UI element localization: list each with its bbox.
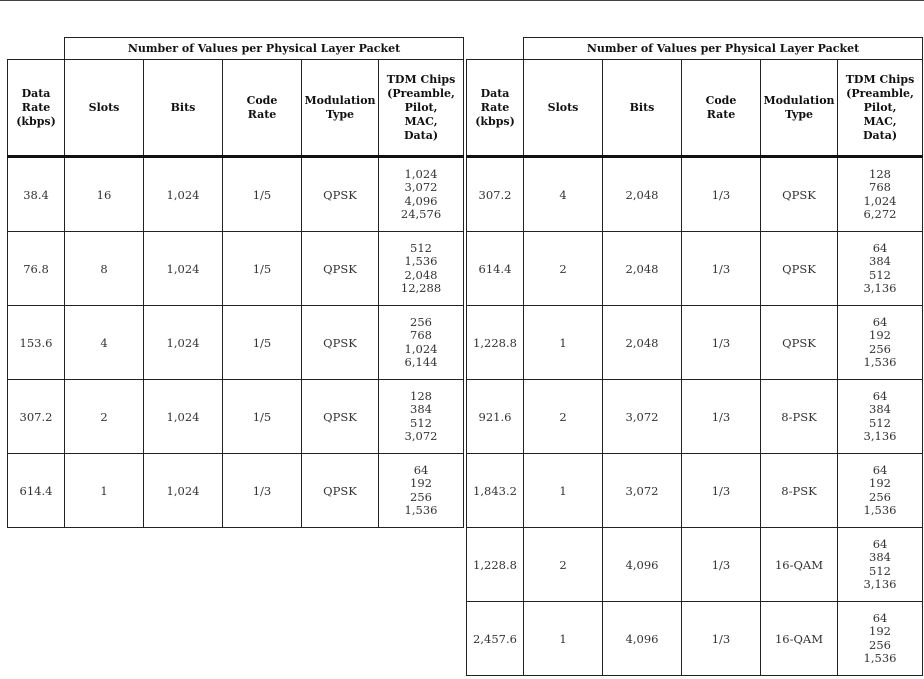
tdm-chips-header [379,60,464,157]
mod-cell: 8-PSK [761,454,838,528]
chip-value: 1,024 [863,193,897,208]
bits-cell: 2,048 [603,157,682,232]
chip-value: 256 [869,489,891,504]
tdm-chips-cell [379,454,464,528]
chip-value: 6,144 [404,355,438,369]
code-cell: 1/3 [223,454,302,528]
bits-cell: 1,024 [144,157,223,232]
mod-cell: QPSK [302,306,379,380]
rate-cell: 38.4 [8,157,65,232]
chip-value: 1,536 [863,503,897,517]
chip-value: 1,536 [863,651,897,665]
slots-cell: 2 [524,528,603,602]
table-row [467,157,923,232]
chip-value: 1,536 [404,254,438,268]
chip-value: 384 [869,402,891,416]
header-line: TDM Chips [386,72,456,86]
chip-value: 3,136 [863,429,897,443]
mod-cell: QPSK [761,306,838,380]
bits-cell: 3,072 [603,380,682,454]
chip-value: 768 [869,180,891,194]
slots-cell: 4 [524,157,603,232]
rate-cell: 1,228.8 [467,306,524,380]
mod-cell: QPSK [302,380,379,454]
chip-value: 192 [869,476,891,490]
left-rate-table [7,37,464,528]
rate-cell: 2,457.6 [467,602,524,676]
table-row [8,454,464,528]
code-cell: 1/5 [223,232,302,306]
corner-blank-header [467,38,524,60]
tdm-chips-cell [379,380,464,454]
table-row [467,232,923,306]
chip-value: 64 [872,462,888,477]
rate-cell: 1,228.8 [467,528,524,602]
tdm-chips-cell [838,454,923,528]
code-cell: 1/3 [682,528,761,602]
header-text: Bits [629,100,655,114]
header-line: Pilot, [863,100,897,114]
table-row [8,306,464,380]
chip-value: 384 [869,550,891,564]
header-line: Data [21,86,51,100]
code-cell: 1/3 [682,157,761,232]
header-line: MAC, [404,114,438,128]
chip-value: 128 [410,388,432,403]
chip-value: 1,024 [404,341,438,356]
chip-value: 192 [410,476,432,490]
chip-value: 12,288 [400,281,442,295]
table-row [467,602,923,676]
header-line: Rate [480,100,510,114]
bits-cell: 1,024 [144,306,223,380]
chip-value: 512 [869,267,891,282]
chip-value: 3,136 [863,577,897,591]
code-cell: 1/3 [682,454,761,528]
chip-value: 2,048 [404,267,438,282]
bits-cell: 3,072 [603,454,682,528]
modulation-type-header [761,60,838,157]
rate-cell: 307.2 [8,380,65,454]
header-line: Pilot, [404,100,438,114]
bits-cell: 2,048 [603,232,682,306]
code-rate-header [682,60,761,157]
chip-value: 512 [410,240,432,255]
bits-header [603,60,682,157]
header-line: Code [705,93,737,107]
header-line: Modulation [304,93,376,107]
rate-cell: 307.2 [467,157,524,232]
mod-cell: QPSK [761,157,838,232]
tdm-chips-cell [838,528,923,602]
chip-value: 6,272 [863,207,897,221]
bits-header [144,60,223,157]
chip-value: 512 [869,415,891,430]
group-header-text: Number of Values per Physical Layer Packet [586,41,860,55]
group-header [65,38,464,60]
bits-cell: 1,024 [144,380,223,454]
chip-value: 1,536 [404,503,438,517]
slots-cell: 4 [65,306,144,380]
tdm-chips-header [838,60,923,157]
rate-cell: 921.6 [467,380,524,454]
slots-header [524,60,603,157]
header-line: Data) [403,128,439,142]
group-header-text: Number of Values per Physical Layer Packet [127,41,401,55]
chip-value: 64 [872,536,888,551]
group-header [524,38,923,60]
chip-value: 384 [869,254,891,268]
top-rule [0,0,924,1]
mod-cell: QPSK [761,232,838,306]
chip-value: 512 [410,415,432,430]
tdm-chips-cell [379,306,464,380]
header-line: MAC, [863,114,897,128]
chip-value: 384 [410,402,432,416]
tdm-chips-cell [838,232,923,306]
tdm-chips-cell [838,157,923,232]
header-line: Modulation [763,93,835,107]
mod-cell: QPSK [302,232,379,306]
chip-value: 64 [872,388,888,403]
bits-cell: 1,024 [144,454,223,528]
chip-value: 3,072 [404,180,438,194]
chip-value: 3,072 [404,429,438,443]
slots-cell: 2 [524,380,603,454]
chip-value: 256 [410,314,432,329]
chip-value: 512 [869,563,891,578]
corner-blank-header [8,38,65,60]
chip-value: 256 [869,637,891,652]
mod-cell: QPSK [302,454,379,528]
chip-value: 768 [410,328,432,342]
code-rate-header [223,60,302,157]
tdm-chips-cell [379,232,464,306]
header-line: Rate [706,107,736,121]
header-line: (Preamble, [846,86,914,100]
code-cell: 1/3 [682,602,761,676]
data-rate-header [467,60,524,157]
chip-value: 128 [869,166,891,181]
slots-cell: 1 [524,454,603,528]
slots-cell: 16 [65,157,144,232]
header-text: Slots [88,100,120,114]
modulation-type-header [302,60,379,157]
code-cell: 1/3 [682,232,761,306]
chip-value: 64 [872,240,888,255]
chip-value: 256 [869,341,891,356]
header-line: TDM Chips [845,72,915,86]
slots-cell: 1 [524,306,603,380]
header-line: Rate [21,100,51,114]
header-line: (Preamble, [387,86,455,100]
header-line: Data [480,86,510,100]
code-cell: 1/5 [223,157,302,232]
table-row [467,380,923,454]
chip-value: 1,536 [863,355,897,369]
rate-cell: 1,843.2 [467,454,524,528]
table-row [8,157,464,232]
header-line: Rate [247,107,277,121]
bits-cell: 2,048 [603,306,682,380]
code-cell: 1/3 [682,306,761,380]
tdm-chips-cell [838,602,923,676]
header-line: (kbps) [475,114,515,128]
table-row [8,380,464,454]
mod-cell: 8-PSK [761,380,838,454]
table-row [467,454,923,528]
right-rate-table [466,37,923,676]
bits-cell: 1,024 [144,232,223,306]
chip-value: 24,576 [400,207,442,221]
data-rate-header [8,60,65,157]
slots-cell: 1 [65,454,144,528]
table-row [8,232,464,306]
chip-value: 192 [869,624,891,638]
rate-cell: 614.4 [8,454,65,528]
slots-header [65,60,144,157]
chip-value: 4,096 [404,193,438,208]
header-line: Data) [862,128,898,142]
mod-cell: 16-QAM [761,528,838,602]
tdm-chips-cell [838,380,923,454]
chip-value: 64 [872,610,888,625]
code-cell: 1/3 [682,380,761,454]
slots-cell: 1 [524,602,603,676]
header-line: Code [246,93,278,107]
tdm-chips-cell [379,157,464,232]
rate-cell: 76.8 [8,232,65,306]
bits-cell: 4,096 [603,602,682,676]
rate-cell: 614.4 [467,232,524,306]
slots-cell: 8 [65,232,144,306]
bits-cell: 4,096 [603,528,682,602]
rate-cell: 153.6 [8,306,65,380]
tdm-chips-cell [838,306,923,380]
code-cell: 1/5 [223,306,302,380]
chip-value: 3,136 [863,281,897,295]
header-text: Bits [170,100,196,114]
header-line: Type [325,107,355,121]
chip-value: 256 [410,489,432,504]
mod-cell: 16-QAM [761,602,838,676]
slots-cell: 2 [65,380,144,454]
header-line: (kbps) [16,114,56,128]
chip-value: 64 [413,462,429,477]
chip-value: 1,024 [404,166,438,181]
table-row [467,528,923,602]
chip-value: 64 [872,314,888,329]
table-row [467,306,923,380]
code-cell: 1/5 [223,380,302,454]
header-line: Type [784,107,814,121]
chip-value: 192 [869,328,891,342]
header-text: Slots [547,100,579,114]
mod-cell: QPSK [302,157,379,232]
slots-cell: 2 [524,232,603,306]
